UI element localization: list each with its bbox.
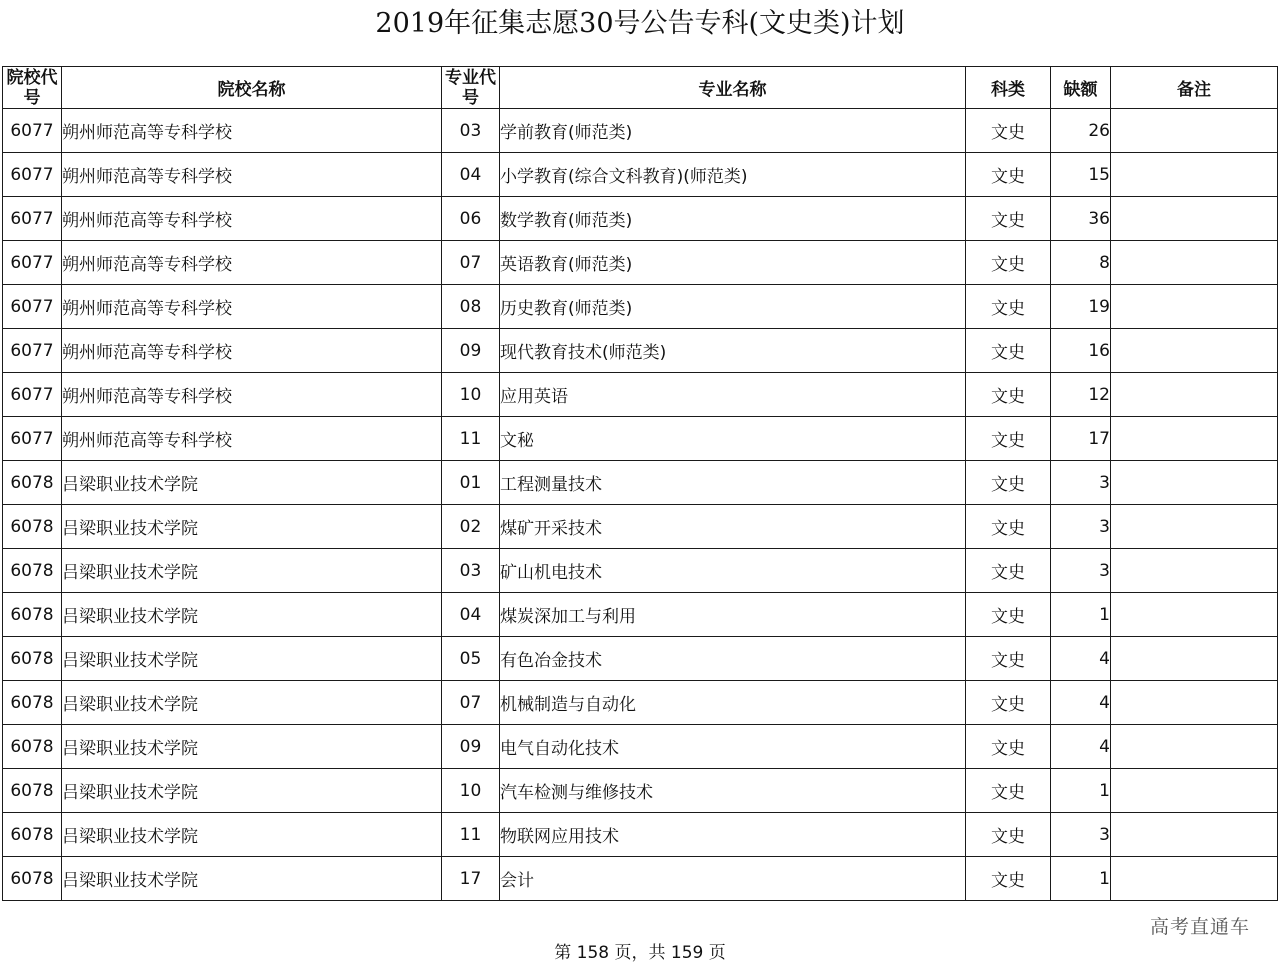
table-row: [3, 197, 1278, 241]
table-row: [3, 285, 1278, 329]
cell-school-name: 吕梁职业技术学院: [62, 637, 442, 681]
cell-school-code: 6077: [3, 153, 62, 197]
cell-major-code: 10: [442, 769, 500, 813]
cell-major-code: 11: [442, 417, 500, 461]
cell-school-name: 朔州师范高等专科学校: [62, 241, 442, 285]
cell-category: 文史: [966, 813, 1051, 857]
cell-major-name: 数学教育(师范类): [500, 197, 966, 241]
cell-school-code: 6078: [3, 681, 62, 725]
cell-major-code: 04: [442, 153, 500, 197]
cell-quota: 15: [1051, 153, 1111, 197]
table-body: [3, 109, 1278, 901]
cell-quota: 4: [1051, 637, 1111, 681]
cell-school-code: 6078: [3, 813, 62, 857]
cell-school-code: 6078: [3, 505, 62, 549]
cell-school-code: 6078: [3, 725, 62, 769]
header-quota: 缺额: [1051, 67, 1111, 109]
table-row: [3, 813, 1278, 857]
cell-school-name: 朔州师范高等专科学校: [62, 417, 442, 461]
cell-category: 文史: [966, 593, 1051, 637]
cell-major-code: 03: [442, 109, 500, 153]
cell-school-name: 吕梁职业技术学院: [62, 461, 442, 505]
cell-major-name: 应用英语: [500, 373, 966, 417]
header-major-code: 专业代号: [442, 67, 500, 109]
cell-major-code: 04: [442, 593, 500, 637]
table-row: [3, 241, 1278, 285]
cell-major-code: 08: [442, 285, 500, 329]
cell-major-code: 09: [442, 329, 500, 373]
cell-school-code: 6078: [3, 769, 62, 813]
table-row: [3, 153, 1278, 197]
cell-school-code: 6077: [3, 373, 62, 417]
cell-major-name: 矿山机电技术: [500, 549, 966, 593]
cell-school-name: 吕梁职业技术学院: [62, 681, 442, 725]
cell-note: [1111, 725, 1278, 769]
cell-school-name: 吕梁职业技术学院: [62, 593, 442, 637]
cell-quota: 3: [1051, 461, 1111, 505]
cell-quota: 19: [1051, 285, 1111, 329]
cell-major-name: 现代教育技术(师范类): [500, 329, 966, 373]
table-row: [3, 549, 1278, 593]
cell-school-code: 6077: [3, 329, 62, 373]
table-row: [3, 769, 1278, 813]
cell-note: [1111, 417, 1278, 461]
table-row: [3, 373, 1278, 417]
cell-major-code: 07: [442, 681, 500, 725]
cell-school-name: 吕梁职业技术学院: [62, 549, 442, 593]
cell-category: 文史: [966, 109, 1051, 153]
cell-quota: 1: [1051, 769, 1111, 813]
table-row: [3, 505, 1278, 549]
cell-school-code: 6078: [3, 637, 62, 681]
cell-category: 文史: [966, 197, 1051, 241]
table-row: [3, 725, 1278, 769]
cell-school-code: 6078: [3, 593, 62, 637]
cell-major-name: 工程测量技术: [500, 461, 966, 505]
cell-major-name: 机械制造与自动化: [500, 681, 966, 725]
cell-major-code: 02: [442, 505, 500, 549]
watermark-text: 高考直通车: [1149, 916, 1250, 938]
cell-note: [1111, 593, 1278, 637]
cell-school-name: 朔州师范高等专科学校: [62, 109, 442, 153]
cell-quota: 3: [1051, 505, 1111, 549]
page-title: 2019年征集志愿30号公告专科(文史类)计划: [375, 8, 905, 39]
cell-school-code: 6078: [3, 549, 62, 593]
cell-school-code: 6077: [3, 241, 62, 285]
cell-note: [1111, 329, 1278, 373]
cell-category: 文史: [966, 725, 1051, 769]
cell-major-code: 06: [442, 197, 500, 241]
cell-category: 文史: [966, 505, 1051, 549]
cell-note: [1111, 373, 1278, 417]
cell-quota: 16: [1051, 329, 1111, 373]
cell-school-name: 朔州师范高等专科学校: [62, 285, 442, 329]
cell-quota: 26: [1051, 109, 1111, 153]
cell-category: 文史: [966, 241, 1051, 285]
cell-note: [1111, 153, 1278, 197]
cell-major-name: 物联网应用技术: [500, 813, 966, 857]
cell-school-code: 6077: [3, 197, 62, 241]
cell-category: 文史: [966, 153, 1051, 197]
table-row: [3, 417, 1278, 461]
cell-note: [1111, 505, 1278, 549]
header-major-name: 专业名称: [500, 67, 966, 109]
cell-school-name: 吕梁职业技术学院: [62, 725, 442, 769]
cell-major-code: 17: [442, 857, 500, 901]
header-school-code: 院校代号: [3, 67, 62, 109]
header-school-name: 院校名称: [62, 67, 442, 109]
cell-school-name: 吕梁职业技术学院: [62, 769, 442, 813]
cell-school-name: 朔州师范高等专科学校: [62, 197, 442, 241]
table-row: [3, 857, 1278, 901]
cell-school-name: 吕梁职业技术学院: [62, 857, 442, 901]
cell-major-name: 会计: [500, 857, 966, 901]
cell-category: 文史: [966, 681, 1051, 725]
cell-category: 文史: [966, 769, 1051, 813]
cell-category: 文史: [966, 373, 1051, 417]
cell-note: [1111, 681, 1278, 725]
cell-major-name: 电气自动化技术: [500, 725, 966, 769]
cell-note: [1111, 769, 1278, 813]
cell-school-code: 6078: [3, 857, 62, 901]
cell-major-name: 汽车检测与维修技术: [500, 769, 966, 813]
header-category: 科类: [966, 67, 1051, 109]
cell-quota: 1: [1051, 593, 1111, 637]
cell-quota: 3: [1051, 549, 1111, 593]
cell-school-name: 朔州师范高等专科学校: [62, 373, 442, 417]
cell-category: 文史: [966, 461, 1051, 505]
table-header-row: [3, 67, 1278, 109]
cell-major-code: 05: [442, 637, 500, 681]
cell-major-name: 文秘: [500, 417, 966, 461]
cell-major-name: 历史教育(师范类): [500, 285, 966, 329]
cell-category: 文史: [966, 637, 1051, 681]
cell-school-code: 6078: [3, 461, 62, 505]
cell-major-code: 10: [442, 373, 500, 417]
cell-quota: 12: [1051, 373, 1111, 417]
cell-major-name: 英语教育(师范类): [500, 241, 966, 285]
cell-major-code: 07: [442, 241, 500, 285]
table-row: [3, 637, 1278, 681]
cell-note: [1111, 285, 1278, 329]
cell-major-name: 小学教育(综合文科教育)(师范类): [500, 153, 966, 197]
cell-school-name: 吕梁职业技术学院: [62, 505, 442, 549]
cell-major-name: 煤矿开采技术: [500, 505, 966, 549]
cell-major-code: 01: [442, 461, 500, 505]
table-row: [3, 329, 1278, 373]
table-row: [3, 109, 1278, 153]
cell-note: [1111, 197, 1278, 241]
cell-major-code: 11: [442, 813, 500, 857]
header-note: 备注: [1111, 67, 1278, 109]
cell-category: 文史: [966, 857, 1051, 901]
cell-major-code: 09: [442, 725, 500, 769]
cell-school-code: 6077: [3, 109, 62, 153]
cell-quota: 4: [1051, 681, 1111, 725]
cell-note: [1111, 549, 1278, 593]
page-footer: 第 158 页，共 159 页: [554, 943, 726, 963]
cell-quota: 36: [1051, 197, 1111, 241]
cell-quota: 8: [1051, 241, 1111, 285]
cell-quota: 4: [1051, 725, 1111, 769]
cell-category: 文史: [966, 549, 1051, 593]
cell-category: 文史: [966, 417, 1051, 461]
cell-school-code: 6077: [3, 417, 62, 461]
cell-note: [1111, 637, 1278, 681]
cell-school-name: 吕梁职业技术学院: [62, 813, 442, 857]
cell-note: [1111, 461, 1278, 505]
cell-school-name: 朔州师范高等专科学校: [62, 153, 442, 197]
cell-major-name: 煤炭深加工与利用: [500, 593, 966, 637]
cell-quota: 1: [1051, 857, 1111, 901]
cell-major-name: 学前教育(师范类): [500, 109, 966, 153]
cell-note: [1111, 241, 1278, 285]
table-row: [3, 681, 1278, 725]
cell-school-name: 朔州师范高等专科学校: [62, 329, 442, 373]
cell-category: 文史: [966, 285, 1051, 329]
cell-school-code: 6077: [3, 285, 62, 329]
cell-note: [1111, 109, 1278, 153]
cell-quota: 3: [1051, 813, 1111, 857]
cell-quota: 17: [1051, 417, 1111, 461]
table-row: [3, 593, 1278, 637]
cell-major-name: 有色冶金技术: [500, 637, 966, 681]
cell-major-code: 03: [442, 549, 500, 593]
cell-note: [1111, 857, 1278, 901]
enrollment-plan-table: [2, 66, 1278, 901]
cell-note: [1111, 813, 1278, 857]
cell-category: 文史: [966, 329, 1051, 373]
table-row: [3, 461, 1278, 505]
